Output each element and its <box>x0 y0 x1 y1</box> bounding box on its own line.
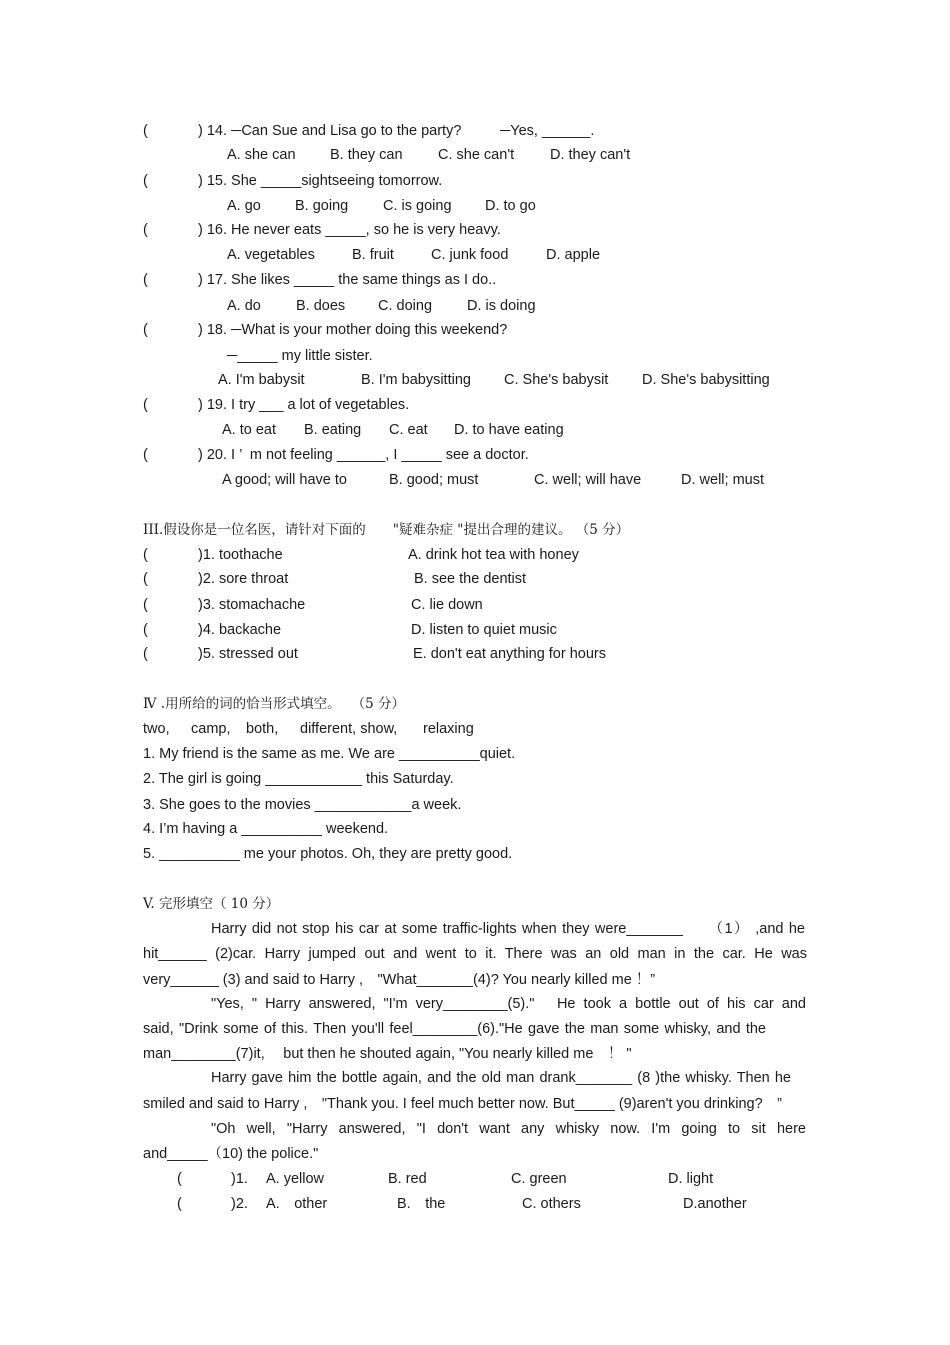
q20-option-c: C. well; will have <box>534 472 642 488</box>
section4-title: Ⅳ .用所给的词的恰当形式填空。 （5 分） <box>143 696 405 712</box>
cloze-q1-option-d: D. light <box>668 1171 714 1187</box>
s4-sentence-1: 1. My friend is the same as me. We are __________quiet. <box>143 746 516 762</box>
q14-answer: ─Yes, ______. <box>500 123 595 139</box>
s3-item4-right: D. listen to quiet music <box>411 622 557 638</box>
cloze-q1-option-c: C. green <box>511 1171 567 1187</box>
s4-word-2: camp, <box>191 721 231 737</box>
q15-option-b: B. going <box>295 198 349 214</box>
s3-item1-left: )1. toothache <box>198 547 283 563</box>
q14-stem: ) 14. ─Can Sue and Lisa go to the party? <box>198 123 462 139</box>
q16-option-a: A. vegetables <box>227 247 315 263</box>
cloze-line-10: and_____（10) the police." <box>143 1146 319 1162</box>
q14-paren: ( <box>143 123 148 139</box>
q19-option-c: C. eat <box>389 422 428 438</box>
s4-sentence-4: 4. I’m having a __________ weekend. <box>143 821 389 837</box>
s3-item3-paren: ( <box>143 597 148 613</box>
q18-option-b: B. I'm babysitting <box>361 372 471 388</box>
cloze-q2-option-b: B. the <box>397 1196 446 1212</box>
q18-option-a: A. I'm babysit <box>218 372 305 388</box>
cloze-line-8: smiled and said to Harry , "Thank you. I feel much better now. But_____ (9)aren't you drinking? ” <box>143 1096 782 1112</box>
s4-word-5: relaxing <box>423 721 474 737</box>
cloze-q2-option-d: D.another <box>683 1196 747 1212</box>
s3-item5-right: E. don't eat anything for hours <box>413 646 607 662</box>
q19-option-b: B. eating <box>304 422 362 438</box>
cloze-q1-option-a: A. yellow <box>266 1171 325 1187</box>
cloze-line-4: "Yes, " Harry answered, "I'm very________(5)." He took a bottle out of his car and <box>211 996 806 1012</box>
q19-option-d: D. to have eating <box>454 422 564 438</box>
cloze-line-6: man________(7)it, but then he shouted again, "You nearly killed me ！ " <box>143 1046 632 1062</box>
cloze-line-3: very______ (3) and said to Harry , "What_______(4)? You nearly killed me ！” <box>143 972 656 988</box>
q18-option-c: C. She's babysit <box>504 372 609 388</box>
q17-option-c: C. doing <box>378 298 433 314</box>
cloze-q1-option-b: B. red <box>388 1171 427 1187</box>
q20-option-d: D. well; must <box>681 472 764 488</box>
s4-word-4: different, show, <box>300 721 398 737</box>
q20-paren: ( <box>143 447 148 463</box>
cloze-q1-paren: ( <box>177 1171 182 1187</box>
q15-option-a: A. go <box>227 198 261 214</box>
q17-option-a: A. do <box>227 298 261 314</box>
q17-option-d: D. is doing <box>467 298 536 314</box>
q18-paren: ( <box>143 322 148 338</box>
q17-option-b: B. does <box>296 298 346 314</box>
s3-item3-right: C. lie down <box>411 597 483 613</box>
q19-paren: ( <box>143 397 148 413</box>
s4-word-3: both, <box>246 721 279 737</box>
cloze-q2-option-c: C. others <box>522 1196 581 1212</box>
q14-option-d: D. they can't <box>550 147 631 163</box>
q15-stem: ) 15. She _____sightseeing tomorrow. <box>198 173 443 189</box>
cloze-q2-paren: ( <box>177 1196 182 1212</box>
s3-item5-left: )5. stressed out <box>198 646 298 662</box>
s3-item4-left: )4. backache <box>198 622 282 638</box>
q18-option-d: D. She's babysitting <box>642 372 770 388</box>
cloze-line-2: hit______ (2)car. Harry jumped out and went to it. There was an old man in the car. He was <box>143 946 807 962</box>
q16-option-c: C. junk food <box>431 247 509 263</box>
q16-option-d: D. apple <box>546 247 601 263</box>
q18-answer-line: ─_____ my little sister. <box>227 348 373 364</box>
s3-item4-paren: ( <box>143 622 148 638</box>
cloze-q2-option-a: A. other <box>266 1196 328 1212</box>
q16-stem: ) 16. He never eats _____, so he is very heavy. <box>198 222 501 238</box>
q15-option-c: C. is going <box>383 198 452 214</box>
s3-item2-right: B. see the dentist <box>414 571 527 587</box>
s3-item1-right: A. drink hot tea with honey <box>408 547 579 563</box>
q19-option-a: A. to eat <box>222 422 277 438</box>
s3-item2-paren: ( <box>143 571 148 587</box>
q20-option-b: B. good; must <box>389 472 479 488</box>
q16-option-b: B. fruit <box>352 247 394 263</box>
cloze-line-5: said, "Drink some of this. Then you'll feel________(6)."He gave the man some whisky, and the <box>143 1021 766 1037</box>
s4-sentence-2: 2. The girl is going ____________ this Saturday. <box>143 771 454 787</box>
q15-paren: ( <box>143 173 148 189</box>
q16-paren: ( <box>143 222 148 238</box>
q14-option-a: A. she can <box>227 147 296 163</box>
s4-word-1: two, <box>143 721 170 737</box>
q17-stem: ) 17. She likes _____ the same things as I do.. <box>198 272 497 288</box>
cloze-line-7: Harry gave him the bottle again, and the old man drank_______ (8 )the whisky. Then he <box>211 1070 791 1086</box>
cloze-line-1: Harry did not stop his car at some traffic-lights when they were_______ （1） ,and he <box>211 921 805 937</box>
q14-option-b: B. they can <box>330 147 403 163</box>
q17-paren: ( <box>143 272 148 288</box>
s4-sentence-3: 3. She goes to the movies ____________a week. <box>143 797 462 813</box>
section5-title: V. 完形填空（ 10 分） <box>143 896 280 912</box>
cloze-line-9: "Oh well, "Harry answered, "I don't want any whisky now. I'm going to sit here <box>211 1121 806 1137</box>
s4-sentence-5: 5. __________ me your photos. Oh, they are pretty good. <box>143 846 513 862</box>
section3-title: III.假设你是一位名医，请针对下面的 "疑难杂症 "提出合理的建议。 （5 分） <box>143 522 630 538</box>
q18-stem: ) 18. ─What is your mother doing this weekend? <box>198 322 508 338</box>
q19-stem: ) 19. I try ___ a lot of vegetables. <box>198 397 410 413</box>
s3-item3-left: )3. stomachache <box>198 597 306 613</box>
q14-option-c: C. she can't <box>438 147 515 163</box>
s3-item1-paren: ( <box>143 547 148 563</box>
q20-stem: ) 20. I ’ m not feeling ______, I _____ see a doctor. <box>198 447 529 463</box>
cloze-q2-num: )2. <box>231 1196 248 1212</box>
s3-item2-left: )2. sore throat <box>198 571 289 587</box>
q20-option-a: A good; will have to <box>222 472 347 488</box>
cloze-q1-num: )1. <box>231 1171 248 1187</box>
s3-item5-paren: ( <box>143 646 148 662</box>
q15-option-d: D. to go <box>485 198 536 214</box>
